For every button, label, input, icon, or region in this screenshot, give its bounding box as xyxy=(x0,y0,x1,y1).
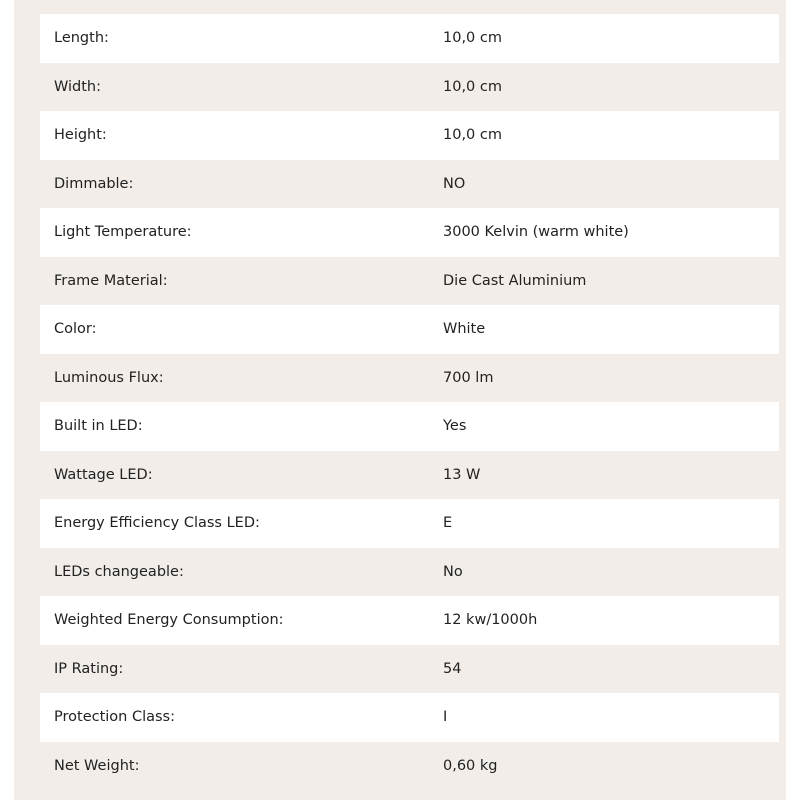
spec-row-frame-material xyxy=(40,257,779,306)
spec-label: Luminous Flux: xyxy=(54,369,164,386)
spec-row-energy-efficiency-class xyxy=(40,499,779,548)
spec-value: NO xyxy=(443,175,466,192)
specs-panel xyxy=(14,0,786,800)
spec-value: 3000 Kelvin (warm white) xyxy=(443,224,629,241)
spec-value: I xyxy=(443,709,448,726)
spec-row-leds-changeable xyxy=(40,548,779,597)
spec-label: Built in LED: xyxy=(54,418,143,435)
spec-value: 700 lm xyxy=(443,369,494,386)
spec-row-height xyxy=(40,111,779,160)
spec-row-dimmable xyxy=(40,160,779,209)
spec-value: White xyxy=(443,321,486,338)
spec-row-luminous-flux xyxy=(40,354,779,403)
spec-label: Color: xyxy=(54,321,97,338)
spec-value: No xyxy=(443,563,463,580)
spec-label: Dimmable: xyxy=(54,175,134,192)
spec-label: Frame Material: xyxy=(54,272,168,289)
spec-value: E xyxy=(443,515,453,532)
spec-row-color xyxy=(40,305,779,354)
spec-row-built-in-led xyxy=(40,402,779,451)
spec-label: Protection Class: xyxy=(54,709,175,726)
spec-row-ip-rating xyxy=(40,645,779,694)
spec-label: Wattage LED: xyxy=(54,466,153,483)
spec-value: 13 W xyxy=(443,466,481,483)
spec-value: 10,0 cm xyxy=(443,127,502,144)
spec-value: Die Cast Aluminium xyxy=(443,272,587,289)
spec-label: LEDs changeable: xyxy=(54,563,184,580)
spec-value: Yes xyxy=(443,418,467,435)
spec-label: Light Temperature: xyxy=(54,224,192,241)
spec-label: Energy Efficiency Class LED: xyxy=(54,515,260,532)
spec-row-weighted-energy-consumption xyxy=(40,596,779,645)
spec-value: 10,0 cm xyxy=(443,78,502,95)
spec-row-width xyxy=(40,63,779,112)
spec-value: 54 xyxy=(443,660,462,677)
spec-label: Height: xyxy=(54,127,107,144)
spec-row-protection-class xyxy=(40,693,779,742)
spec-value: 12 kw/1000h xyxy=(443,612,538,629)
spec-value: 0,60 kg xyxy=(443,757,498,774)
spec-row-light-temperature xyxy=(40,208,779,257)
specs-table xyxy=(40,14,779,790)
spec-row-net-weight xyxy=(40,742,779,791)
spec-label: Width: xyxy=(54,78,102,95)
spec-row-length xyxy=(40,14,779,63)
spec-value: 10,0 cm xyxy=(443,30,502,47)
spec-label: Length: xyxy=(54,30,109,47)
spec-row-wattage-led xyxy=(40,451,779,500)
spec-label: Net Weight: xyxy=(54,757,140,774)
spec-label: IP Rating: xyxy=(54,660,124,677)
spec-label: Weighted Energy Consumption: xyxy=(54,612,284,629)
